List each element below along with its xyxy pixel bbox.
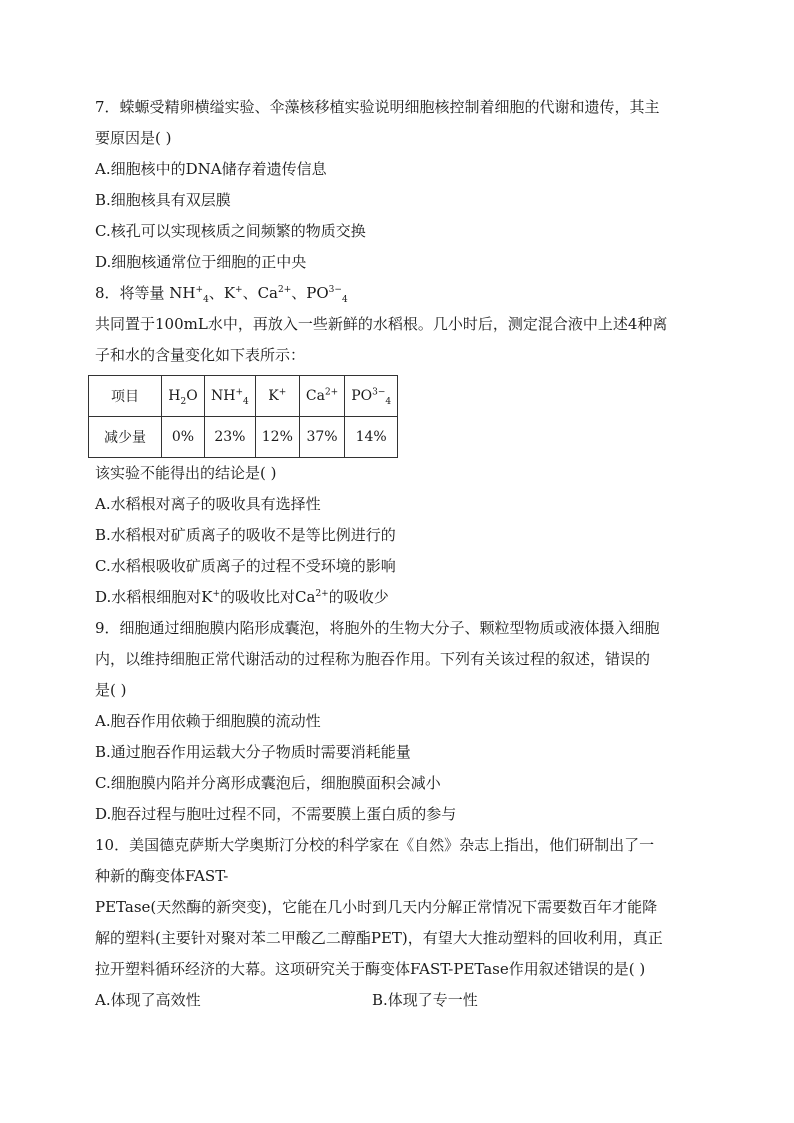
q10-stem-line2: 种新的酶变体FAST- [95, 867, 229, 885]
q10-options-row [95, 985, 700, 1016]
q9-option-b[interactable]: B.通过胞吞作用运载大分子物质时需要消耗能量 [95, 743, 411, 761]
q10-option-b[interactable]: B.体现了专一性 [372, 991, 478, 1009]
q7-option-c[interactable]: C.核孔可以实现核质之间频繁的物质交换 [95, 222, 366, 240]
table-cell: 0% [162, 417, 205, 458]
q8-option-c[interactable]: C.水稻根吸收矿质离子的过程不受环境的影响 [95, 557, 396, 575]
q9-option-d[interactable]: D.胞吞过程与胞吐过程不同，不需要膜上蛋白质的参与 [95, 805, 457, 823]
q9-stem-line2: 内，以维持细胞正常代谢活动的过程称为胞吞作用。下列有关该过程的叙述，错误的 [95, 650, 651, 668]
table-cell: 14% [345, 417, 398, 458]
q9-option-c[interactable]: C.细胞膜内陷并分离形成囊泡后，细胞膜面积会减小 [95, 774, 441, 792]
table-cell: 37% [299, 417, 344, 458]
table-row [89, 417, 398, 458]
table-header-nh4: $NH^+_4$ [205, 376, 256, 417]
q8-stem-line3: 子和水的含量变化如下表所示： [95, 346, 306, 364]
table-row-label: 减少量 [89, 417, 162, 458]
table-cell: 23% [205, 417, 256, 458]
table-header-po4: $PO^{3-}_4$ [345, 376, 398, 417]
ion-table [88, 375, 398, 458]
question-content [95, 92, 700, 1016]
q10-option-a[interactable]: A.体现了高效性 [95, 991, 201, 1009]
table-header-label: 项目 [89, 376, 162, 417]
q9-stem-line1: 9．细胞通过细胞膜内陷形成囊泡，将胞外的生物大分子、颗粒型物质或液体摄入细胞 [95, 619, 660, 637]
q8-option-d[interactable]: D.水稻根细胞对K+的吸收比对$Ca^{2+}$的吸收少 [95, 588, 389, 606]
q10-stem-line1: 10．美国德克萨斯大学奥斯汀分校的科学家在《自然》杂志上指出，他们研制出了一 [95, 836, 655, 854]
table-row [89, 376, 398, 417]
q7-stem-line1: 7．蝾螈受精卵横缢实验、伞藻核移植实验说明细胞核控制着细胞的代谢和遗传，其主 [95, 98, 660, 116]
q7-option-d[interactable]: D.细胞核通常位于细胞的正中央 [95, 253, 307, 271]
q7-option-b[interactable]: B.细胞核具有双层膜 [95, 191, 231, 209]
table-header-ca: $Ca^{2+}$ [299, 376, 344, 417]
table-header-k: K+ [255, 376, 299, 417]
q7-stem-line2: 要原因是( ) [95, 129, 172, 147]
q8-stem-line2: 共同置于100mL水中，再放入一些新鲜的水稻根。几小时后，测定混合液中上述4种离 [95, 315, 668, 333]
table-cell: 12% [255, 417, 299, 458]
q8-option-a[interactable]: A.水稻根对离子的吸收具有选择性 [95, 495, 321, 513]
q8-stem-line1: 8．将等量 $NH^+_4$、K+、$Ca^{2+}$、$PO^{3-}_4$ [95, 284, 348, 305]
q9-option-a[interactable]: A.胞吞作用依赖于细胞膜的流动性 [95, 712, 321, 730]
table-header-h2o: $H_2O$ [162, 376, 205, 417]
q7-option-a[interactable]: A.细胞核中的DNA储存着遗传信息 [95, 160, 327, 178]
q10-stem-line4: 解的塑料(主要针对聚对苯二甲酸乙二醇酯PET)，有望大大推动塑料的回收利用，真正 [95, 929, 663, 947]
q9-stem-line3: 是( ) [95, 681, 127, 699]
q8-option-b[interactable]: B.水稻根对矿质离子的吸收不是等比例进行的 [95, 526, 396, 544]
q8-stem-line4: 该实验不能得出的结论是( ) [95, 464, 277, 482]
q10-stem-line5: 拉开塑料循环经济的大幕。这项研究关于酶变体FAST-PETase作用叙述错误的是( ) [95, 960, 646, 978]
q10-stem-line3: PETase(天然酶的新突变)，它能在几小时到几天内分解正常情况下需要数百年才能降 [95, 898, 658, 916]
